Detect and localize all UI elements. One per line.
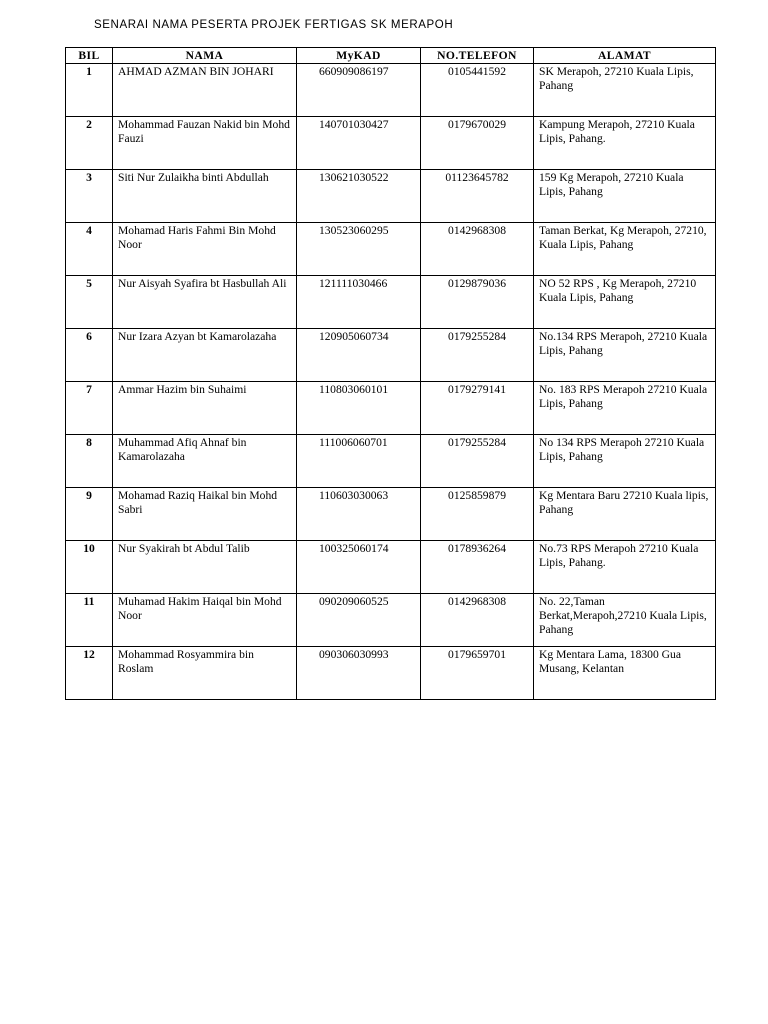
participant-name-cell: Nur Aisyah Syafira bt Hasbullah Ali xyxy=(113,276,297,329)
address-cell: Kampung Merapoh, 27210 Kuala Lipis, Pahang. xyxy=(534,117,716,170)
row-number-cell: 7 xyxy=(66,382,113,435)
address-cell: 159 Kg Merapoh, 27210 Kuala Lipis, Pahang xyxy=(534,170,716,223)
phone-number-cell: 0129879036 xyxy=(421,276,534,329)
column-header-alamat: ALAMAT xyxy=(534,48,716,64)
column-header-nama: NAMA xyxy=(113,48,297,64)
participant-name-cell: Ammar Hazim bin Suhaimi xyxy=(113,382,297,435)
participant-name-cell: Nur Syakirah bt Abdul Talib xyxy=(113,541,297,594)
table-body xyxy=(66,64,716,700)
mykad-number-cell: 111006060701 xyxy=(297,435,421,488)
table-row xyxy=(66,647,716,700)
mykad-number-cell: 130621030522 xyxy=(297,170,421,223)
mykad-number-cell: 120905060734 xyxy=(297,329,421,382)
table-row xyxy=(66,117,716,170)
mykad-number-cell: 090209060525 xyxy=(297,594,421,647)
mykad-number-cell: 140701030427 xyxy=(297,117,421,170)
row-number-cell: 2 xyxy=(66,117,113,170)
table-row xyxy=(66,223,716,276)
participant-name-cell: Mohamad Haris Fahmi Bin Mohd Noor xyxy=(113,223,297,276)
participant-name-cell: Muhammad Afiq Ahnaf bin Kamarolazaha xyxy=(113,435,297,488)
row-number-cell: 8 xyxy=(66,435,113,488)
address-cell: Kg Mentara Baru 27210 Kuala lipis, Pahang xyxy=(534,488,716,541)
table-row xyxy=(66,435,716,488)
mykad-number-cell: 660909086197 xyxy=(297,64,421,117)
address-cell: No.73 RPS Merapoh 27210 Kuala Lipis, Pahang. xyxy=(534,541,716,594)
table-header-row xyxy=(66,48,716,64)
table-row xyxy=(66,488,716,541)
mykad-number-cell: 100325060174 xyxy=(297,541,421,594)
mykad-number-cell: 110603030063 xyxy=(297,488,421,541)
row-number-cell: 9 xyxy=(66,488,113,541)
participant-name-cell: Mohammad Rosyammira bin Roslam xyxy=(113,647,297,700)
table-row xyxy=(66,594,716,647)
phone-number-cell: 0179279141 xyxy=(421,382,534,435)
address-cell: Taman Berkat, Kg Merapoh, 27210, Kuala Lipis, Pahang xyxy=(534,223,716,276)
row-number-cell: 5 xyxy=(66,276,113,329)
participant-name-cell: Mohammad Fauzan Nakid bin Mohd Fauzi xyxy=(113,117,297,170)
mykad-number-cell: 090306030993 xyxy=(297,647,421,700)
address-cell: No 134 RPS Merapoh 27210 Kuala Lipis, Pahang xyxy=(534,435,716,488)
address-cell: No. 22,Taman Berkat,Merapoh,27210 Kuala Lipis, Pahang xyxy=(534,594,716,647)
table-row xyxy=(66,170,716,223)
phone-number-cell: 0179659701 xyxy=(421,647,534,700)
participant-name-cell: Nur Izara Azyan bt Kamarolazaha xyxy=(113,329,297,382)
phone-number-cell: 0178936264 xyxy=(421,541,534,594)
phone-number-cell: 0179670029 xyxy=(421,117,534,170)
column-header-mykad: MyKAD xyxy=(297,48,421,64)
row-number-cell: 6 xyxy=(66,329,113,382)
participant-name-cell: Siti Nur Zulaikha binti Abdullah xyxy=(113,170,297,223)
table-row xyxy=(66,64,716,117)
page-title: SENARAI NAMA PESERTA PROJEK FERTIGAS SK MERAPOH xyxy=(94,19,454,31)
phone-number-cell: 0179255284 xyxy=(421,435,534,488)
phone-number-cell: 0125859879 xyxy=(421,488,534,541)
column-header-telefon: NO.TELEFON xyxy=(421,48,534,64)
table-row xyxy=(66,276,716,329)
phone-number-cell: 01123645782 xyxy=(421,170,534,223)
participant-name-cell: Muhamad Hakim Haiqal bin Mohd Noor xyxy=(113,594,297,647)
phone-number-cell: 0105441592 xyxy=(421,64,534,117)
mykad-number-cell: 110803060101 xyxy=(297,382,421,435)
participant-name-cell: AHMAD AZMAN BIN JOHARI xyxy=(113,64,297,117)
row-number-cell: 3 xyxy=(66,170,113,223)
phone-number-cell: 0179255284 xyxy=(421,329,534,382)
row-number-cell: 4 xyxy=(66,223,113,276)
phone-number-cell: 0142968308 xyxy=(421,594,534,647)
mykad-number-cell: 130523060295 xyxy=(297,223,421,276)
table-row xyxy=(66,329,716,382)
row-number-cell: 10 xyxy=(66,541,113,594)
mykad-number-cell: 121111030466 xyxy=(297,276,421,329)
table-row xyxy=(66,382,716,435)
table-row xyxy=(66,541,716,594)
row-number-cell: 11 xyxy=(66,594,113,647)
address-cell: SK Merapoh, 27210 Kuala Lipis, Pahang xyxy=(534,64,716,117)
address-cell: No.134 RPS Merapoh, 27210 Kuala Lipis, Pahang xyxy=(534,329,716,382)
participant-name-cell: Mohamad Raziq Haikal bin Mohd Sabri xyxy=(113,488,297,541)
row-number-cell: 12 xyxy=(66,647,113,700)
address-cell: NO 52 RPS , Kg Merapoh, 27210 Kuala Lipis, Pahang xyxy=(534,276,716,329)
row-number-cell: 1 xyxy=(66,64,113,117)
column-header-bil: BIL xyxy=(66,48,113,64)
phone-number-cell: 0142968308 xyxy=(421,223,534,276)
address-cell: No. 183 RPS Merapoh 27210 Kuala Lipis, Pahang xyxy=(534,382,716,435)
participant-table xyxy=(65,47,716,700)
address-cell: Kg Mentara Lama, 18300 Gua Musang, Kelantan xyxy=(534,647,716,700)
